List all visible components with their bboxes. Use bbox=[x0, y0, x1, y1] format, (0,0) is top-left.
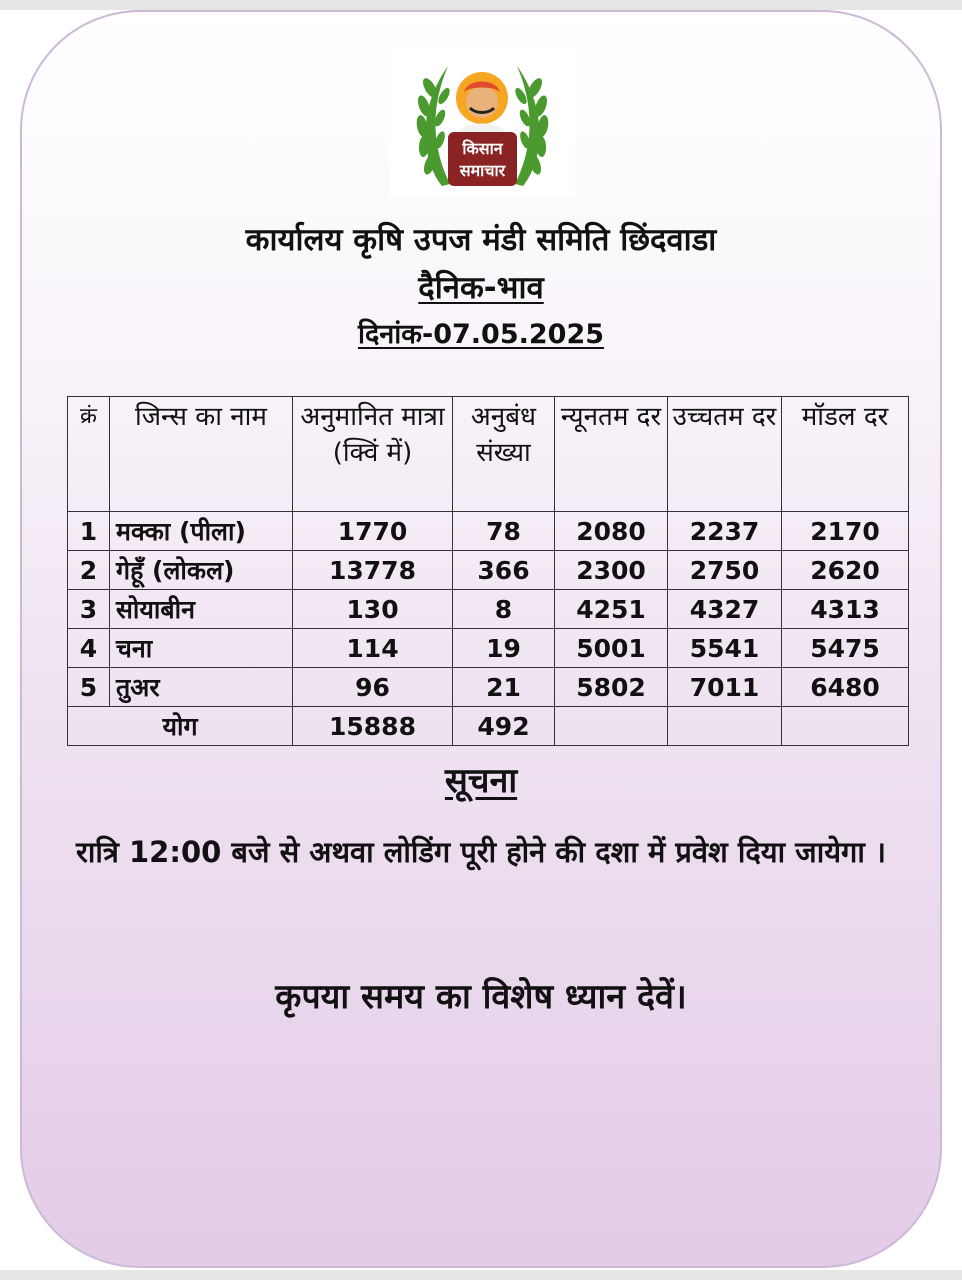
cell-crop: चना bbox=[110, 629, 293, 668]
cell-quantity: 96 bbox=[293, 668, 453, 707]
cell-quantity: 13778 bbox=[293, 551, 453, 590]
cell-contracts: 8 bbox=[453, 590, 555, 629]
cell-crop: सोयाबीन bbox=[110, 590, 293, 629]
date-line: दिनांक-07.05.2025 bbox=[357, 319, 605, 350]
office-title: कार्यालय कृषि उपज मंडी समिति छिंदवाडा bbox=[245, 222, 717, 258]
top-bar bbox=[0, 0, 962, 10]
col-header-min-rate: न्यूनतम दर bbox=[555, 397, 668, 512]
col-header-max-rate: उच्चतम दर bbox=[668, 397, 782, 512]
table-row bbox=[68, 512, 909, 551]
table-header-row bbox=[68, 397, 909, 512]
cell-max-rate: 4327 bbox=[668, 590, 782, 629]
notice-heading: सूचना bbox=[444, 761, 518, 801]
daily-rates-title: दैनिक-भाव bbox=[418, 270, 544, 306]
bottom-bar bbox=[0, 1270, 962, 1280]
cell-min-rate: 2300 bbox=[555, 551, 668, 590]
total-empty-cell bbox=[668, 707, 782, 746]
cell-min-rate: 5001 bbox=[555, 629, 668, 668]
table-row bbox=[68, 629, 909, 668]
cell-modal-rate: 2170 bbox=[782, 512, 909, 551]
logo-text-line1: किसान bbox=[462, 139, 503, 158]
kisan-samachar-logo bbox=[390, 48, 575, 198]
cell-contracts: 19 bbox=[453, 629, 555, 668]
cell-crop: मक्का (पीला) bbox=[110, 512, 293, 551]
cell-serial: 5 bbox=[68, 668, 110, 707]
table-row bbox=[68, 551, 909, 590]
col-header-serial: क्रं bbox=[68, 397, 110, 512]
total-label: योग bbox=[68, 707, 293, 746]
request-text: कृपया समय का विशेष ध्यान देवें। bbox=[275, 977, 687, 1017]
total-quantity: 15888 bbox=[293, 707, 453, 746]
cell-modal-rate: 6480 bbox=[782, 668, 909, 707]
cell-quantity: 1770 bbox=[293, 512, 453, 551]
cell-max-rate: 7011 bbox=[668, 668, 782, 707]
cell-min-rate: 5802 bbox=[555, 668, 668, 707]
table-total-row bbox=[68, 707, 909, 746]
cell-serial: 3 bbox=[68, 590, 110, 629]
cell-serial: 2 bbox=[68, 551, 110, 590]
cell-serial: 4 bbox=[68, 629, 110, 668]
cell-min-rate: 4251 bbox=[555, 590, 668, 629]
col-header-modal-rate: मॉडल दर bbox=[782, 397, 909, 512]
cell-crop: तुअर bbox=[110, 668, 293, 707]
cell-contracts: 78 bbox=[453, 512, 555, 551]
total-empty-cell bbox=[782, 707, 909, 746]
cell-crop: गेहूँ (लोकल) bbox=[110, 551, 293, 590]
notice-text: रात्रि 12:00 बजे से अथवा लोडिंग पूरी होने की दशा में प्रवेश दिया जायेगा । bbox=[76, 835, 886, 869]
col-header-contracts: अनुबंध संख्या bbox=[453, 397, 555, 512]
cell-modal-rate: 4313 bbox=[782, 590, 909, 629]
rates-table bbox=[67, 396, 909, 746]
cell-modal-rate: 5475 bbox=[782, 629, 909, 668]
cell-contracts: 366 bbox=[453, 551, 555, 590]
cell-serial: 1 bbox=[68, 512, 110, 551]
cell-quantity: 130 bbox=[293, 590, 453, 629]
total-empty-cell bbox=[555, 707, 668, 746]
logo-text-line2: समाचार bbox=[459, 161, 506, 180]
cell-max-rate: 2237 bbox=[668, 512, 782, 551]
table-row bbox=[68, 590, 909, 629]
cell-modal-rate: 2620 bbox=[782, 551, 909, 590]
cell-max-rate: 5541 bbox=[668, 629, 782, 668]
cell-min-rate: 2080 bbox=[555, 512, 668, 551]
col-header-crop: जिन्स का नाम bbox=[110, 397, 293, 512]
cell-contracts: 21 bbox=[453, 668, 555, 707]
col-header-quantity: अनुमानित मात्रा (क्विं में) bbox=[293, 397, 453, 512]
cell-max-rate: 2750 bbox=[668, 551, 782, 590]
total-contracts: 492 bbox=[453, 707, 555, 746]
cell-quantity: 114 bbox=[293, 629, 453, 668]
table-row bbox=[68, 668, 909, 707]
